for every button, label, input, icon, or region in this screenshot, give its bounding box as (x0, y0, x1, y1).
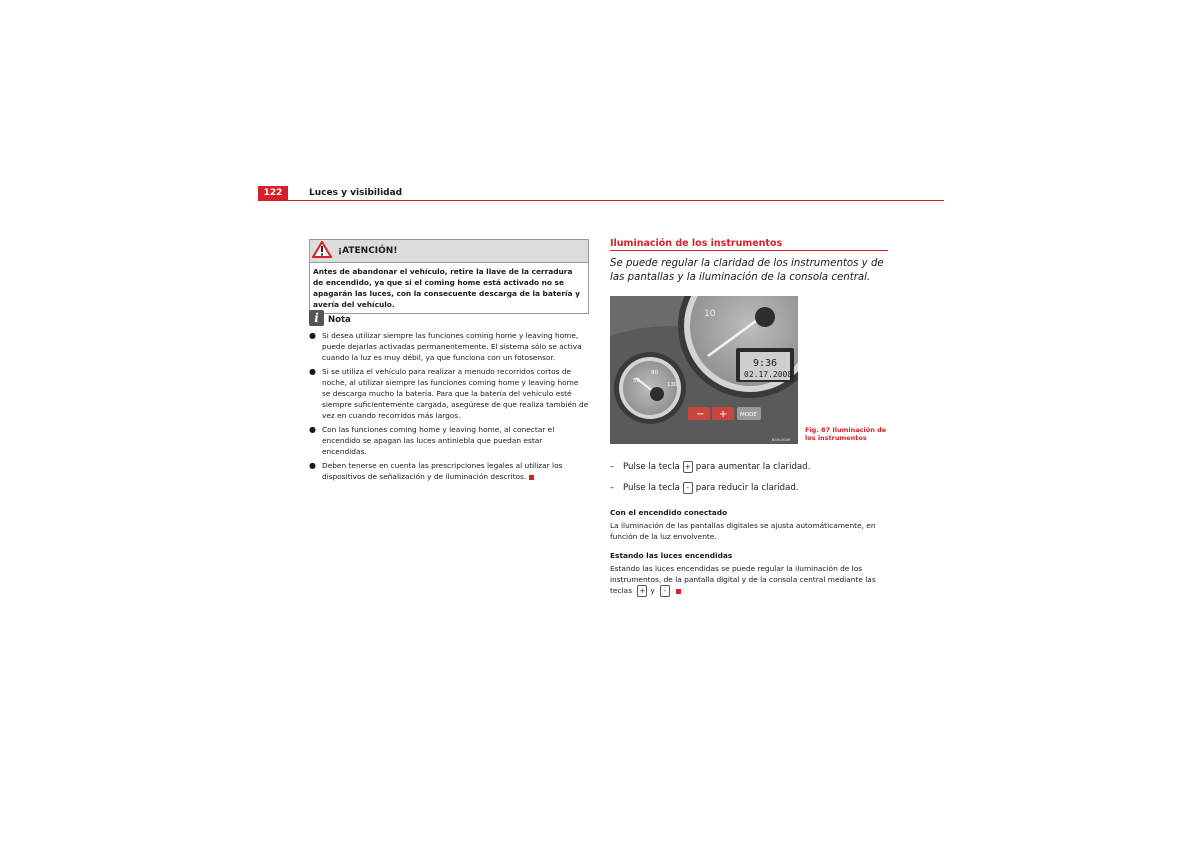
lights-text: Estando las luces encendidas se puede regular la iluminación de los instrumentos, de la pantalla digital y de la consola central mediante las teclas + y - (610, 564, 876, 595)
warning-box (309, 239, 589, 314)
note-item: ● Deben tenerse en cuenta las prescripciones legales al utilizar los dispositivos de señalización y de iluminación descritos. (309, 461, 563, 481)
gauge-small-label-90: 90 (651, 370, 658, 376)
display-time: 9:36 (753, 358, 778, 369)
page-number: 122 (258, 186, 288, 200)
warning-triangle-icon (312, 241, 332, 262)
section-title: Iluminación de los instrumentos (610, 238, 783, 249)
end-of-section-icon (676, 589, 681, 594)
note-item: ● Si se utiliza el vehículo para realizar a menudo recorridos cortos de noche, al utilizar siempre las funciones coming home y leaving home se descarga mucho la batería. Para que la batería del vehículo esté siempre suficientemente cargada, asegúrese de que realiza también de vez en cuando recorridos más largos. (309, 367, 589, 420)
instrument-cluster-image (610, 296, 798, 444)
gauge-large-label: 10 (704, 309, 716, 319)
note-header (309, 308, 589, 326)
mode-button-label: MODE (740, 412, 757, 418)
bullet-icon: ● (309, 461, 316, 470)
warning-title: ¡ATENCIÓN! (338, 246, 398, 256)
ignition-heading: Con el encendido conectado (610, 508, 728, 517)
page-header-title: Luces y visibilidad (309, 188, 403, 198)
warning-header (310, 240, 588, 263)
dash-icon: – (610, 461, 615, 472)
end-of-section-icon (529, 475, 534, 480)
note-item: ● Si desea utilizar siempre las funciones coming home y leaving home, puede dejarlas activadas permanentemente. El sistema sólo se activa cuando la luz es muy débil, ya que funciona con un fotosensor. (309, 331, 582, 362)
figure-code: B5W-0009 (772, 438, 791, 442)
bullet-icon: ● (309, 425, 316, 434)
plus-key-icon: + (637, 585, 647, 597)
display-date: 02.17.2008 (744, 370, 793, 379)
bullet-icon: ● (309, 367, 316, 376)
ignition-text: La iluminación de las pantallas digitales se ajusta automáticamente, en función de la luz envolvente. (610, 521, 876, 541)
minus-button-label: − (696, 409, 705, 420)
step-item: – Pulse la tecla - para reducir la claridad. (610, 482, 799, 493)
gauge-small-label-50: 50 (633, 378, 640, 384)
note-section (309, 308, 589, 485)
lights-heading: Estando las luces encendidas (610, 551, 733, 560)
steps-list (610, 460, 810, 502)
gauge-small-label-130: 130 (667, 382, 678, 388)
note-item: ● Con las funciones coming home y leaving home, al conectar el encendido se apagan las luces antiniebla que puedan estar encendidas. (309, 425, 555, 456)
warning-text: Antes de abandonar el vehículo, retire la llave de la cerradura de encendido, ya que si el coming home está activado no se apagarán las luces, con la consecuente descarga de la batería y avería del vehículo. (313, 267, 580, 309)
section-divider (610, 250, 888, 251)
info-icon: i (309, 310, 324, 326)
dash-icon: – (610, 482, 615, 493)
figure-caption: Fig. 87 Iluminación de los instrumentos (805, 426, 887, 442)
note-list (309, 330, 589, 482)
section-intro: Se puede regular la claridad de los instrumentos y de las pantallas y la iluminación de la consola central. (610, 258, 884, 283)
plus-button-label: + (719, 409, 728, 420)
minus-key-icon: - (660, 585, 670, 597)
header-divider (258, 200, 944, 201)
plus-key-icon: + (683, 461, 693, 473)
step-item: – Pulse la tecla + para aumentar la claridad. (610, 461, 811, 472)
minus-key-icon: - (683, 482, 693, 494)
bullet-icon: ● (309, 331, 316, 340)
note-title: Nota (328, 315, 351, 325)
